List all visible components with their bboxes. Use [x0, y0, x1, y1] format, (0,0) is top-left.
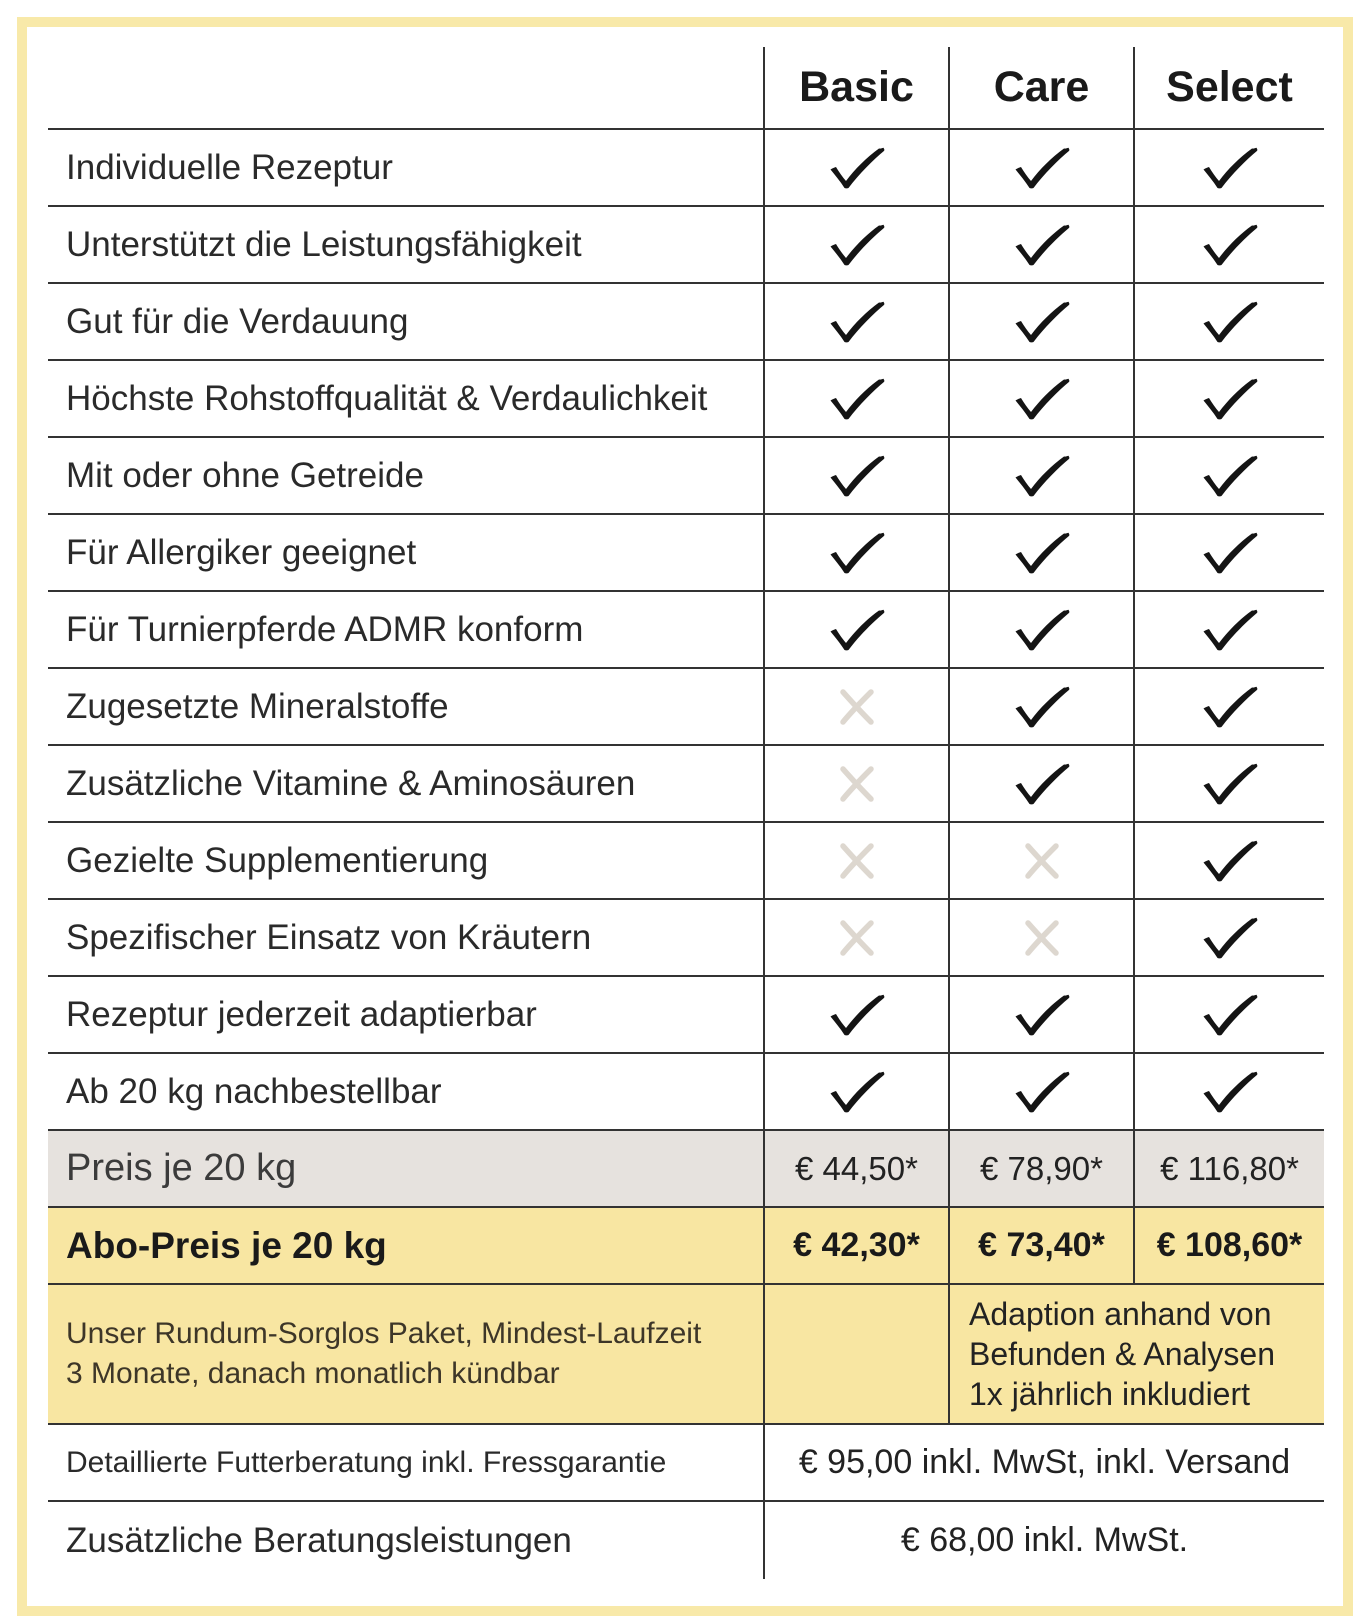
select-cell — [1133, 361, 1324, 438]
care-cell — [948, 438, 1133, 515]
care-cell — [948, 746, 1133, 823]
feature-label: Zugesetzte Mineralstoffe — [48, 669, 763, 746]
check-icon — [829, 994, 885, 1036]
price-select: € 116,80* — [1133, 1131, 1324, 1208]
feature-label: Unterstützt die Leistungsfähigkeit — [48, 207, 763, 284]
basic-cell — [763, 746, 948, 823]
price-row — [48, 1131, 1324, 1208]
basic-cell — [763, 977, 948, 1054]
check-icon — [1202, 686, 1258, 728]
subscription-price-label: Abo-Preis je 20 kg — [48, 1208, 763, 1285]
care-cell — [948, 515, 1133, 592]
cross-icon — [837, 764, 877, 804]
feature-row — [48, 1054, 1324, 1131]
subscription-price-basic: € 42,30* — [763, 1208, 948, 1285]
basic-cell — [763, 361, 948, 438]
subscription-price-row — [48, 1208, 1324, 1285]
check-icon — [1202, 147, 1258, 189]
check-icon — [1014, 147, 1070, 189]
check-icon — [1202, 224, 1258, 266]
cross-icon — [837, 841, 877, 881]
feature-row — [48, 977, 1324, 1054]
feature-label: Höchste Rohstoffqualität & Verdaulichkeit — [48, 361, 763, 438]
cross-icon — [1022, 841, 1062, 881]
header-empty-cell — [48, 47, 763, 130]
select-cell — [1133, 669, 1324, 746]
select-cell — [1133, 977, 1324, 1054]
check-icon — [1202, 917, 1258, 959]
feature-row — [48, 746, 1324, 823]
cross-icon — [1022, 918, 1062, 958]
feature-label: Spezifischer Einsatz von Kräutern — [48, 900, 763, 977]
select-cell — [1133, 1054, 1324, 1131]
check-icon — [1014, 532, 1070, 574]
check-icon — [1014, 1071, 1070, 1113]
care-cell — [948, 361, 1133, 438]
care-cell — [948, 900, 1133, 977]
feature-row — [48, 207, 1324, 284]
basic-cell — [763, 438, 948, 515]
select-cell — [1133, 823, 1324, 900]
feature-label: Für Allergiker geeignet — [48, 515, 763, 592]
feature-label: Gezielte Supplementierung — [48, 823, 763, 900]
check-icon — [1202, 378, 1258, 420]
feature-label: Für Turnierpferde ADMR konform — [48, 592, 763, 669]
care-cell — [948, 130, 1133, 207]
check-icon — [1014, 609, 1070, 651]
check-icon — [1014, 301, 1070, 343]
feature-label: Gut für die Verdauung — [48, 284, 763, 361]
cross-icon — [837, 687, 877, 727]
feature-row — [48, 361, 1324, 438]
check-icon — [829, 455, 885, 497]
select-cell — [1133, 900, 1324, 977]
select-cell — [1133, 438, 1324, 515]
subscription-note-basic-empty — [763, 1285, 948, 1425]
header-basic: Basic — [763, 47, 948, 130]
care-cell — [948, 669, 1133, 746]
select-cell — [1133, 592, 1324, 669]
basic-cell — [763, 823, 948, 900]
basic-cell — [763, 515, 948, 592]
check-icon — [1014, 224, 1070, 266]
check-icon — [829, 1071, 885, 1113]
check-icon — [1014, 994, 1070, 1036]
care-cell — [948, 1054, 1133, 1131]
check-icon — [1014, 378, 1070, 420]
subscription-price-care: € 73,40* — [948, 1208, 1133, 1285]
check-icon — [1014, 455, 1070, 497]
feature-row — [48, 592, 1324, 669]
basic-cell — [763, 284, 948, 361]
cross-icon — [837, 918, 877, 958]
basic-cell — [763, 900, 948, 977]
basic-cell — [763, 592, 948, 669]
feature-row — [48, 130, 1324, 207]
check-icon — [829, 147, 885, 189]
adaption-note-line: Adaption anhand von — [969, 1296, 1272, 1332]
price-care: € 78,90* — [948, 1131, 1133, 1208]
check-icon — [1202, 1071, 1258, 1113]
feature-row — [48, 900, 1324, 977]
consulting-price: € 68,00 inkl. MwSt. — [763, 1502, 1324, 1579]
check-icon — [1014, 763, 1070, 805]
feature-row — [48, 669, 1324, 746]
check-icon — [829, 609, 885, 651]
consulting-row — [48, 1425, 1324, 1502]
consulting-label: Detaillierte Futterberatung inkl. Fressgarantie — [48, 1425, 763, 1502]
check-icon — [829, 301, 885, 343]
adaption-note-line: Befunden & Analysen — [969, 1336, 1276, 1372]
check-icon — [1202, 532, 1258, 574]
subscription-price-select: € 108,60* — [1133, 1208, 1324, 1285]
check-icon — [1202, 609, 1258, 651]
subscription-note — [48, 1285, 763, 1425]
select-cell — [1133, 130, 1324, 207]
check-icon — [1202, 301, 1258, 343]
select-cell — [1133, 515, 1324, 592]
basic-cell — [763, 130, 948, 207]
check-icon — [1202, 840, 1258, 882]
adaption-note-line: 1x jährlich inkludiert — [969, 1376, 1251, 1412]
header-row — [48, 47, 1324, 130]
select-cell — [1133, 746, 1324, 823]
care-cell — [948, 284, 1133, 361]
consulting-row — [48, 1502, 1324, 1579]
basic-cell — [763, 207, 948, 284]
feature-row — [48, 284, 1324, 361]
header-care: Care — [948, 47, 1133, 130]
check-icon — [829, 378, 885, 420]
feature-row — [48, 438, 1324, 515]
basic-cell — [763, 1054, 948, 1131]
feature-label: Mit oder ohne Getreide — [48, 438, 763, 515]
care-cell — [948, 207, 1133, 284]
select-cell — [1133, 284, 1324, 361]
subscription-note-line: 3 Monate, danach monatlich kündbar — [66, 1357, 560, 1390]
subscription-note-row — [48, 1285, 1324, 1425]
feature-label: Ab 20 kg nachbestellbar — [48, 1054, 763, 1131]
feature-label: Rezeptur jederzeit adaptierbar — [48, 977, 763, 1054]
feature-row — [48, 823, 1324, 900]
feature-label: Individuelle Rezeptur — [48, 130, 763, 207]
check-icon — [1202, 763, 1258, 805]
consulting-price: € 95,00 inkl. MwSt, inkl. Versand — [763, 1425, 1324, 1502]
check-icon — [1202, 455, 1258, 497]
select-cell — [1133, 207, 1324, 284]
feature-row — [48, 515, 1324, 592]
comparison-table — [48, 47, 1324, 1579]
price-basic: € 44,50* — [763, 1131, 948, 1208]
check-icon — [1202, 994, 1258, 1036]
care-cell — [948, 977, 1133, 1054]
consulting-label: Zusätzliche Beratungsleistungen — [66, 1520, 572, 1560]
adaption-note — [948, 1285, 1324, 1425]
price-label: Preis je 20 kg — [48, 1131, 763, 1208]
basic-cell — [763, 669, 948, 746]
header-select: Select — [1133, 47, 1324, 130]
subscription-note-line: Unser Rundum-Sorglos Paket, Mindest-Laufzeit — [66, 1317, 702, 1350]
care-cell — [948, 592, 1133, 669]
care-cell — [948, 823, 1133, 900]
check-icon — [829, 224, 885, 266]
feature-label: Zusätzliche Vitamine & Aminosäuren — [48, 746, 763, 823]
check-icon — [1014, 686, 1070, 728]
check-icon — [829, 532, 885, 574]
